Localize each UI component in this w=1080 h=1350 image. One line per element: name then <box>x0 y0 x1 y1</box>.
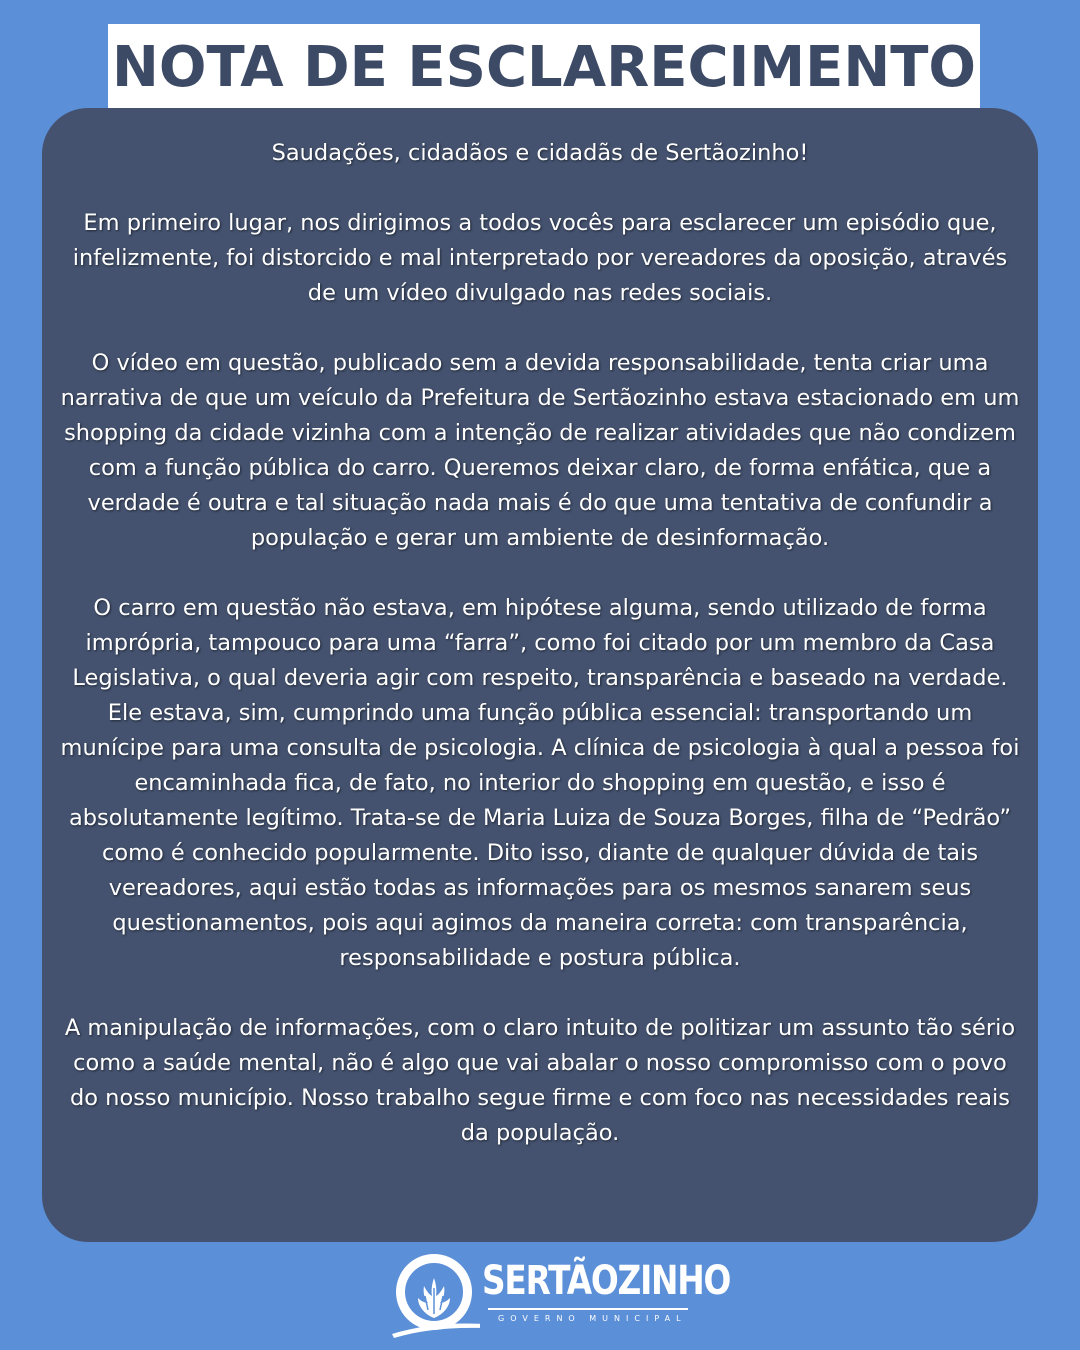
greeting-paragraph: Saudações, cidadãos e cidadãs de Sertãozinho! <box>271 140 809 166</box>
page-title: NOTA DE ESCLARECIMENTO <box>111 35 977 100</box>
logo-divider <box>488 1308 688 1310</box>
logo-subtitle: GOVERNO MUNICIPAL <box>498 1314 687 1323</box>
video-paragraph: O vídeo em questão, publicado sem a devida responsabilidade, tenta criar uma narrativa de que um veículo da Prefeitura de Sertãozinho estava estacionado em um shopping da cidade vizinha com a intenção de realizar atividades que não condizem com a função pública do carro. Queremos deixar claro, de forma enfática, que a verdade é outra e tal situação nada mais é do que uma tentativa de confundir a população e gerar um ambiente de desinformação. <box>60 350 1020 551</box>
sertaozinho-logo <box>388 1248 731 1340</box>
statement-card <box>42 108 1038 1242</box>
logo-wordmark: SERTÃOZINHO <box>482 1258 731 1304</box>
intro-paragraph: Em primeiro lugar, nos dirigimos a todos vocês para esclarecer um episódio que, infelizmente, foi distorcido e mal interpretado por vereadores da oposição, através de um vídeo divulgado nas redes sociais. <box>72 210 1008 306</box>
closing-paragraph: A manipulação de informações, com o claro intuito de politizar um assunto tão sério como a saúde mental, não é algo que vai abalar o nosso compromisso com o povo do nosso município. Nosso trabalho segue firme e com foco nas necessidades reais da população. <box>64 1015 1016 1146</box>
sertaozinho-emblem-icon <box>388 1248 480 1340</box>
vehicle-paragraph: O carro em questão não estava, em hipótese alguma, sendo utilizado de forma imprópria, tampouco para uma “farra”, como foi citado por um membro da Casa Legislativa, o qual deveria agir com respeito, transparência e baseado na verdade. Ele estava, sim, cumprindo uma função pública essencial: transportando um munícipe para uma consulta de psicologia. A clínica de psicologia à qual a pessoa foi encaminhada fica, de fato, no interior do shopping em questão, e isso é absolutamente legítimo. Trata-se de Maria Luiza de Souza Borges, filha de “Pedrão” como é conhecido popularmente. Dito isso, diante de qualquer dúvida de tais vereadores, aqui estão todas as informações para os mesmos sanarem seus questionamentos, pois aqui agimos da maneira correta: com transparência, responsabilidade e postura pública. <box>60 595 1020 971</box>
